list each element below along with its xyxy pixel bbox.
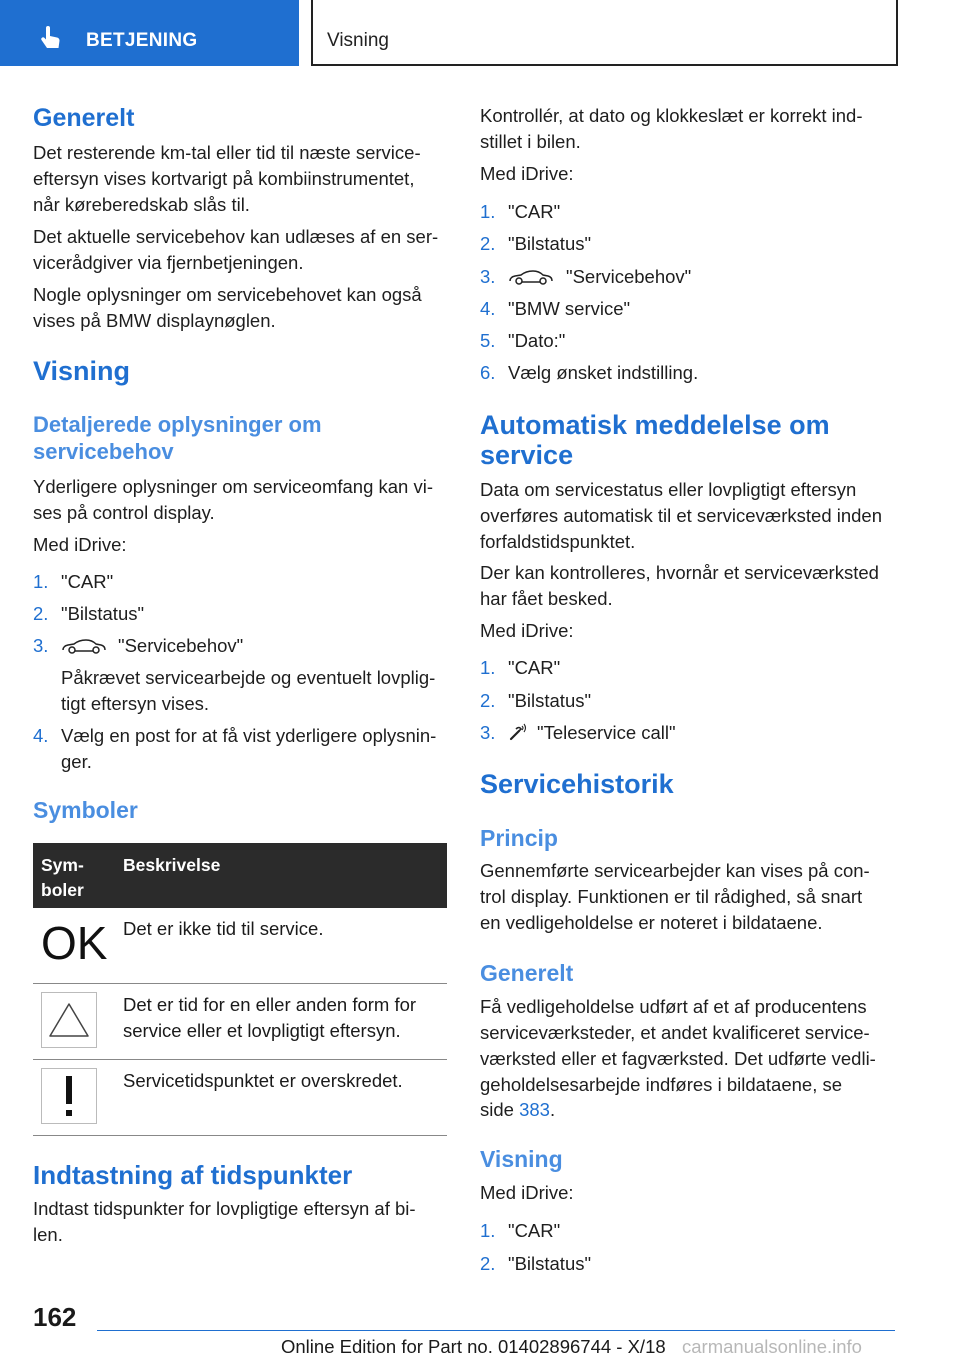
list-item bbox=[480, 199, 898, 225]
list-item bbox=[480, 688, 898, 714]
list-text: Vælg ønsket indstilling. bbox=[508, 362, 699, 383]
paragraph-line: serviceværksteder, et andet kvalificeret service- bbox=[480, 1022, 870, 1043]
page-reference bbox=[480, 1097, 555, 1123]
paragraph-line: når køreberedskab slås til. bbox=[33, 194, 250, 215]
paragraph-line: trol display. Funktionen er til rådighed, så snart bbox=[480, 886, 863, 907]
list-item bbox=[33, 749, 447, 775]
list-number: 1. bbox=[480, 1220, 496, 1241]
heading-servicehistorik: Servicehistorik bbox=[480, 769, 674, 799]
subheading-detail: servicebehov bbox=[33, 439, 174, 464]
table-row-description bbox=[123, 992, 416, 1044]
list-item bbox=[480, 1218, 898, 1244]
page-ref-prefix: side bbox=[480, 1099, 520, 1120]
med-idrive-label: Med iDrive: bbox=[480, 1182, 574, 1203]
list-item bbox=[480, 231, 898, 257]
page-ref-suffix: . bbox=[549, 1099, 556, 1120]
paragraph-line: Gennemførte servicearbejder kan vises på con- bbox=[480, 860, 870, 881]
paragraph-line: Nogle oplysninger om servicebehovet kan også bbox=[33, 284, 422, 305]
list-number: 1. bbox=[33, 571, 49, 592]
med-idrive-label: Med iDrive: bbox=[480, 620, 574, 641]
desc-line: Servicetidspunktet er overskredet. bbox=[123, 1070, 403, 1091]
heading-automatisk: service bbox=[480, 440, 574, 470]
list-number: 2. bbox=[480, 690, 496, 711]
list-item bbox=[480, 328, 898, 354]
paragraph-line: vicerådgiver via fjernbetjeningen. bbox=[33, 252, 304, 273]
exclamation-icon bbox=[41, 1068, 97, 1124]
heading-visning: Visning bbox=[33, 356, 131, 386]
list-item bbox=[33, 723, 447, 749]
list-text: "Servicebehov" bbox=[118, 635, 244, 656]
car-icon bbox=[61, 639, 107, 655]
paragraph-line: stillet i bilen. bbox=[480, 131, 581, 152]
list-number: 4. bbox=[33, 725, 49, 746]
list-item bbox=[480, 655, 898, 681]
list-number: 3. bbox=[480, 266, 496, 287]
section-tab bbox=[0, 0, 299, 66]
paragraph-line: geholdelsesarbejde indføres i bildataene, se bbox=[480, 1074, 843, 1095]
paragraph-line: Få vedligeholdelse udført af et af producentens bbox=[480, 996, 867, 1017]
paragraph-line: Indtast tidspunkter for lovpligtige eftersyn af bi- bbox=[33, 1198, 416, 1219]
heading-generelt: Generelt bbox=[33, 104, 135, 132]
list-text: "Teleservice call" bbox=[537, 722, 676, 743]
list-text: "Bilstatus" bbox=[508, 690, 592, 711]
paragraph-line: en vedligeholdelse er noteret i bildataene. bbox=[480, 912, 823, 933]
table-row bbox=[33, 908, 447, 984]
paragraph-line: vises på BMW displaynøglen. bbox=[33, 310, 276, 331]
list-text: "CAR" bbox=[61, 571, 114, 592]
paragraph-line: værksted eller et fagværksted. Det udførte vedli- bbox=[480, 1048, 876, 1069]
car-icon bbox=[508, 270, 554, 286]
list-item bbox=[33, 601, 447, 627]
subheading-detail: Detaljerede oplysninger om bbox=[33, 412, 322, 437]
list-item bbox=[33, 665, 447, 691]
list-number: 1. bbox=[480, 201, 496, 222]
watermark: carmanualsonline.info bbox=[682, 1336, 862, 1357]
subheading-symboler: Symboler bbox=[33, 797, 138, 823]
list-number: 1. bbox=[480, 657, 496, 678]
paragraph-line: Der kan kontrolleres, hvornår et serviceværksted bbox=[480, 562, 879, 583]
list-text: "CAR" bbox=[508, 1220, 561, 1241]
list-item bbox=[480, 264, 898, 290]
paragraph-line: forfaldstidspunktet. bbox=[480, 531, 636, 552]
paragraph-line: Yderligere oplysninger om serviceomfang kan vi- bbox=[33, 476, 433, 497]
edition-text: Online Edition for Part no. 01402896744 - X/18 bbox=[281, 1336, 666, 1357]
paragraph-line: har fået besked. bbox=[480, 588, 613, 609]
svg-text:OK: OK bbox=[41, 917, 108, 969]
paragraph-line: eftersyn vises kortvarigt på kombiinstrumentet, bbox=[33, 168, 415, 189]
list-text: "CAR" bbox=[508, 657, 561, 678]
paragraph-line: Det resterende km-tal eller tid til næste service- bbox=[33, 142, 421, 163]
hand-pointer-icon bbox=[40, 26, 62, 50]
table-header-symbols bbox=[41, 853, 84, 903]
paragraph-line: overføres automatisk til et serviceværksted inden bbox=[480, 505, 883, 526]
desc-line: service eller et lovpligtigt eftersyn. bbox=[123, 1020, 401, 1041]
topic-box bbox=[311, 0, 898, 66]
list-text: "Bilstatus" bbox=[61, 603, 145, 624]
list-text: ger. bbox=[61, 751, 92, 772]
list-text: Påkrævet servicearbejde og eventuelt lovplig- bbox=[61, 667, 436, 688]
paragraph-line: Data om servicestatus eller lovpligtigt eftersyn bbox=[480, 479, 857, 500]
list-number: 2. bbox=[33, 603, 49, 624]
desc-line: Det er tid for en eller anden form for bbox=[123, 994, 417, 1015]
topic-label: Visning bbox=[327, 30, 389, 51]
list-number: 3. bbox=[480, 722, 496, 743]
paragraph-line: len. bbox=[33, 1224, 63, 1245]
warning-triangle-icon bbox=[41, 992, 97, 1048]
header-line: boler bbox=[41, 880, 84, 900]
list-number: 4. bbox=[480, 298, 496, 319]
subheading-visning: Visning bbox=[480, 1146, 563, 1172]
header-line: Sym- bbox=[41, 855, 84, 875]
subheading-princip: Princip bbox=[480, 825, 558, 851]
list-item bbox=[480, 720, 898, 746]
list-item bbox=[480, 296, 898, 322]
list-number: 2. bbox=[480, 1253, 496, 1274]
section-tab-label: BETJENING bbox=[86, 30, 198, 51]
list-text: tigt eftersyn vises. bbox=[61, 693, 210, 714]
table-header bbox=[33, 843, 447, 908]
list-text: Vælg en post for at få vist yderligere oplysnin- bbox=[61, 725, 437, 746]
list-item bbox=[33, 569, 447, 595]
list-number: 5. bbox=[480, 330, 496, 351]
subheading-generelt: Generelt bbox=[480, 960, 574, 986]
list-text: "Bilstatus" bbox=[508, 233, 592, 254]
list-text: "CAR" bbox=[508, 201, 561, 222]
list-text: "Bilstatus" bbox=[508, 1253, 592, 1274]
table-row bbox=[33, 984, 447, 1060]
list-item bbox=[33, 633, 447, 659]
list-number: 2. bbox=[480, 233, 496, 254]
list-item bbox=[480, 360, 898, 386]
desc-line: Det er ikke tid til service. bbox=[123, 918, 324, 939]
paragraph-line: ses på control display. bbox=[33, 502, 215, 523]
table-row-description bbox=[123, 916, 323, 942]
list-item bbox=[480, 1251, 898, 1277]
list-text: "Servicebehov" bbox=[566, 266, 692, 287]
wrench-signal-icon bbox=[508, 723, 530, 743]
paragraph-line: Kontrollér, at dato og klokkeslæt er korrekt ind- bbox=[480, 105, 863, 126]
med-idrive-label: Med iDrive: bbox=[480, 163, 574, 184]
heading-automatisk: Automatisk meddelelse om bbox=[480, 410, 830, 440]
list-text: "Dato:" bbox=[508, 330, 566, 351]
page-ref-link[interactable]: 383 bbox=[519, 1099, 550, 1120]
paragraph-line: Det aktuelle servicebehov kan udlæses af en ser- bbox=[33, 226, 439, 247]
footer-divider bbox=[97, 1330, 895, 1331]
page-number: 162 bbox=[33, 1302, 77, 1332]
heading-indtastning: Indtastning af tidspunkter bbox=[33, 1160, 353, 1190]
list-number: 3. bbox=[33, 635, 49, 656]
list-item bbox=[33, 691, 447, 717]
ok-icon bbox=[41, 917, 108, 969]
table-row bbox=[33, 1060, 447, 1136]
table-row-description bbox=[123, 1068, 403, 1094]
list-number: 6. bbox=[480, 362, 496, 383]
med-idrive-label: Med iDrive: bbox=[33, 534, 127, 555]
list-text: "BMW service" bbox=[508, 298, 631, 319]
table-header-description: Beskrivelse bbox=[123, 855, 221, 875]
